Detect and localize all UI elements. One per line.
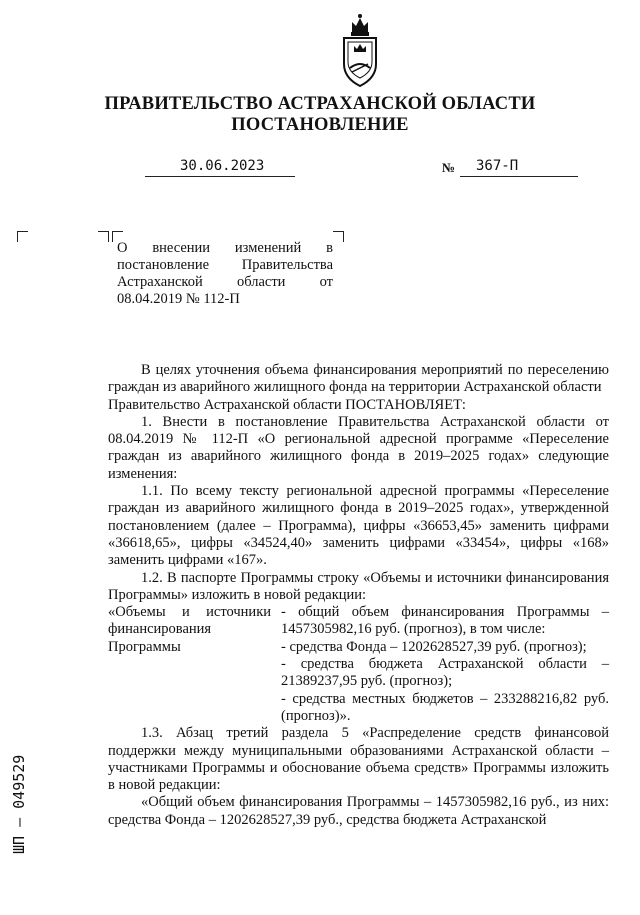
funding-table-right-cell — [281, 604, 609, 725]
document-body — [108, 362, 609, 829]
item-1-1-paragraph: 1.1. По всему тексту региональной адресной программы «Переселение граждан из аварийного жилищного фонда в 2019–2025 годах», утвержденной постановлением (далее – Программа), цифры «36653,45» заменить цифрами «36618,65», цифры «34524,40» заменить цифрами «33454», цифры «168» заменить цифрами «167». — [108, 483, 609, 569]
funding-line-local: - средства местных бюджетов – 233288216,82 руб. (прогноз)». — [281, 690, 609, 724]
document-subject: О внесении изменений в постановление Правительства Астраханской области от 08.04.2019 № 112-П — [117, 240, 333, 307]
corner-mark-right — [333, 231, 344, 242]
item-1-paragraph: 1. Внести в постановление Правительства Астраханской области от 08.04.2019 № 112-П «О региональной адресной программе «Переселение граждан из аварийного жилищного фонда в 2019–2025 годах» следующие изменения: — [108, 413, 609, 482]
funding-line-total: - общий объем финансирования Программы – 1457305982,16 руб. (прогноз), в том числе: — [281, 604, 609, 638]
number-sign: № — [442, 160, 456, 175]
funding-line-regional: - средства бюджета Астраханской области – 21389237,95 руб. (прогноз); — [281, 656, 609, 690]
corner-mark-inner-right — [98, 231, 109, 242]
side-serial-number — [8, 738, 30, 856]
document-type: ПОСТАНОВЛЕНИЕ — [231, 115, 409, 135]
funding-table-left-cell: «Объемы и источники финансирования Программы — [108, 604, 271, 655]
funding-table — [108, 604, 609, 725]
quote-paragraph: «Общий объем финансирования Программы – 1457305982,16 руб., из них: средства Фонда – 1202628527,39 руб., средства бюджета Астраханской — [108, 794, 609, 828]
preamble-paragraph: В целях уточнения объема финансирования мероприятий по переселению граждан из аварийного жилищного фонда на территории Астраханской области — [108, 362, 609, 396]
coat-of-arms-emblem — [340, 12, 380, 92]
item-1-2-paragraph: 1.2. В паспорте Программы строку «Объемы и источники финансирования Программы» изложить в новой редакции: — [108, 569, 609, 603]
funding-line-fund: - средства Фонда – 1202628527,39 руб. (прогноз); — [281, 638, 587, 655]
document-number: 367-П — [476, 158, 519, 174]
item-1-3-paragraph: 1.3. Абзац третий раздела 5 «Распределение средств финансовой поддержки между муниципальными образованиями Астраханской области – участниками Программы и обоснование объема средств» Программы изложить в новой редакции: — [108, 725, 609, 794]
corner-mark-left — [17, 231, 28, 242]
side-serial-text: ШП – 049529 — [10, 754, 28, 854]
document-date: 30.06.2023 — [180, 158, 265, 174]
government-name: ПРАВИТЕЛЬСТВО АСТРАХАНСКОЙ ОБЛАСТИ — [104, 94, 536, 114]
decree-paragraph: Правительство Астраханской области ПОСТАНОВЛЯЕТ: — [108, 396, 466, 413]
